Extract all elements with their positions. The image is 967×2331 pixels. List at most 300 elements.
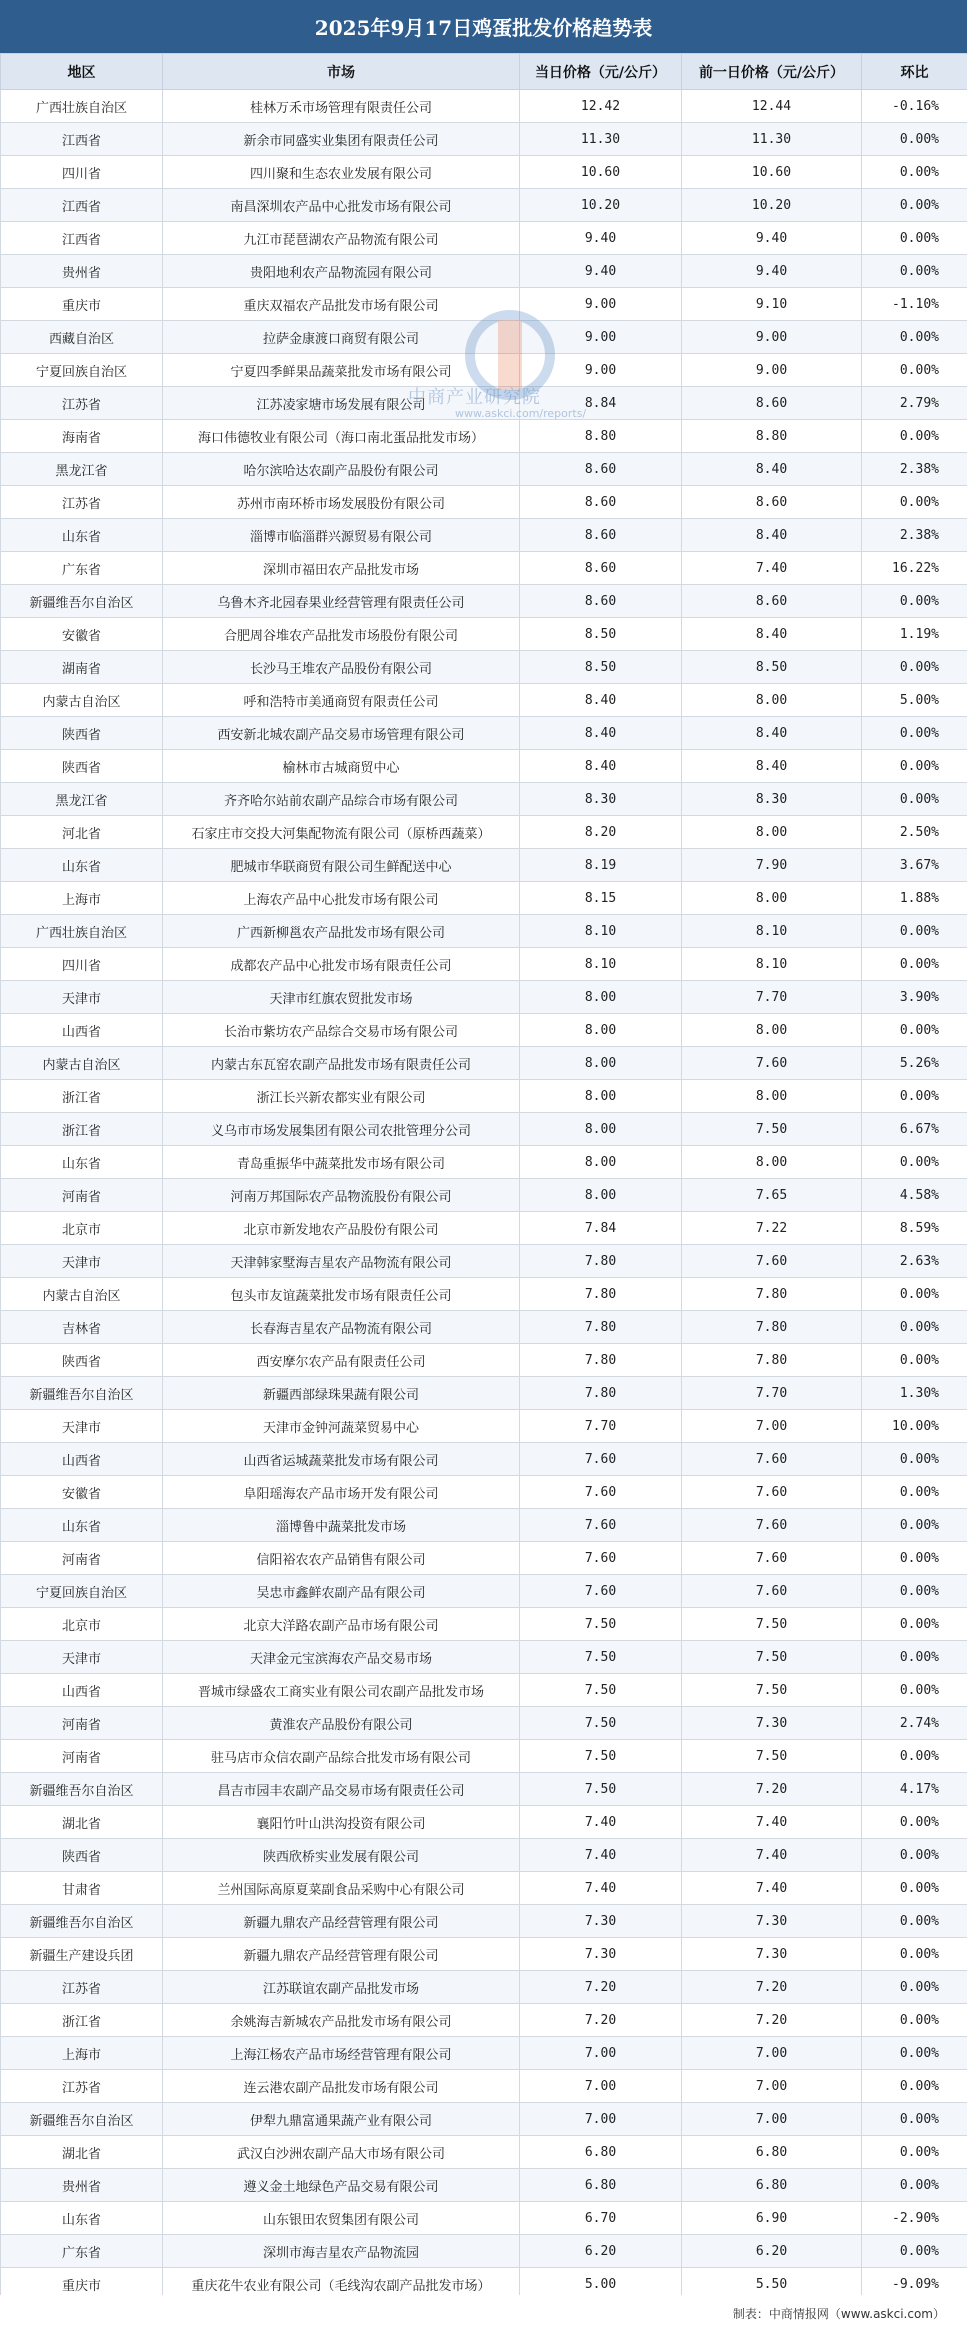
cell-region: 安徽省 [1, 1476, 163, 1509]
cell-change: 0.00% [862, 1971, 967, 2004]
table-row [1, 453, 967, 486]
cell-region: 新疆维吾尔自治区 [1, 585, 163, 618]
cell-today-price: 8.60 [520, 585, 682, 618]
cell-change: 0.00% [862, 1344, 967, 1377]
cell-change: 0.00% [862, 585, 967, 618]
header-row [1, 54, 967, 90]
cell-market: 新疆九鼎农产品经营管理有限公司 [163, 1938, 520, 1971]
cell-region: 北京市 [1, 1608, 163, 1641]
cell-prev-price: 5.50 [682, 2268, 862, 2301]
header-market: 市场 [163, 54, 520, 90]
cell-change: 0.00% [862, 1806, 967, 1839]
cell-prev-price: 7.00 [682, 2070, 862, 2103]
cell-today-price: 7.70 [520, 1410, 682, 1443]
cell-change: 0.00% [862, 783, 967, 816]
cell-change: 2.74% [862, 1707, 967, 1740]
table-row [1, 849, 967, 882]
cell-change: 4.17% [862, 1773, 967, 1806]
cell-market: 淄博市临淄群兴源贸易有限公司 [163, 519, 520, 552]
cell-today-price: 7.50 [520, 1707, 682, 1740]
table-row [1, 1839, 967, 1872]
cell-change: 0.00% [862, 1080, 967, 1113]
cell-today-price: 7.50 [520, 1641, 682, 1674]
header-change: 环比 [862, 54, 967, 90]
cell-change: -0.16% [862, 90, 967, 123]
cell-today-price: 7.00 [520, 2070, 682, 2103]
cell-market: 上海江杨农产品市场经营管理有限公司 [163, 2037, 520, 2070]
table-row [1, 354, 967, 387]
header-prev-price: 前一日价格（元/公斤） [682, 54, 862, 90]
cell-market: 信阳裕农农产品销售有限公司 [163, 1542, 520, 1575]
cell-region: 广西壮族自治区 [1, 915, 163, 948]
cell-market: 北京大洋路农副产品市场有限公司 [163, 1608, 520, 1641]
table-row [1, 1509, 967, 1542]
table-row [1, 783, 967, 816]
cell-region: 贵州省 [1, 2169, 163, 2202]
cell-market: 江苏凌家塘市场发展有限公司 [163, 387, 520, 420]
cell-today-price: 9.40 [520, 255, 682, 288]
cell-region: 黑龙江省 [1, 453, 163, 486]
footer-source: 制表：中商情报网（www.askci.com） [0, 2295, 967, 2331]
cell-today-price: 9.00 [520, 354, 682, 387]
table-row [1, 948, 967, 981]
cell-market: 贵阳地利农产品物流园有限公司 [163, 255, 520, 288]
cell-change: 0.00% [862, 222, 967, 255]
cell-region: 山西省 [1, 1674, 163, 1707]
cell-region: 江苏省 [1, 1971, 163, 2004]
table-row [1, 1245, 967, 1278]
cell-today-price: 7.60 [520, 1575, 682, 1608]
cell-region: 上海市 [1, 2037, 163, 2070]
cell-today-price: 7.84 [520, 1212, 682, 1245]
cell-prev-price: 7.65 [682, 1179, 862, 1212]
cell-change: 0.00% [862, 1839, 967, 1872]
cell-today-price: 6.80 [520, 2169, 682, 2202]
table-row [1, 519, 967, 552]
cell-market: 海口伟德牧业有限公司（海口南北蛋品批发市场） [163, 420, 520, 453]
table-row [1, 585, 967, 618]
cell-prev-price: 7.40 [682, 1839, 862, 1872]
cell-market: 呼和浩特市美通商贸有限责任公司 [163, 684, 520, 717]
cell-market: 兰州国际高原夏菜副食品采购中心有限公司 [163, 1872, 520, 1905]
cell-region: 上海市 [1, 882, 163, 915]
cell-today-price: 7.20 [520, 1971, 682, 2004]
cell-market: 上海农产品中心批发市场有限公司 [163, 882, 520, 915]
cell-market: 哈尔滨哈达农副产品股份有限公司 [163, 453, 520, 486]
cell-region: 陕西省 [1, 1839, 163, 1872]
table-row [1, 1740, 967, 1773]
cell-today-price: 8.00 [520, 1047, 682, 1080]
cell-today-price: 8.19 [520, 849, 682, 882]
cell-change: 1.30% [862, 1377, 967, 1410]
table-row [1, 651, 967, 684]
cell-region: 河南省 [1, 1740, 163, 1773]
table-row [1, 1080, 967, 1113]
cell-prev-price: 7.40 [682, 1872, 862, 1905]
cell-today-price: 8.00 [520, 1146, 682, 1179]
cell-region: 广东省 [1, 552, 163, 585]
cell-prev-price: 7.00 [682, 2037, 862, 2070]
cell-prev-price: 8.10 [682, 915, 862, 948]
cell-prev-price: 7.30 [682, 1938, 862, 1971]
cell-market: 驻马店市众信农副产品综合批发市场有限公司 [163, 1740, 520, 1773]
table-row [1, 2037, 967, 2070]
cell-market: 襄阳竹叶山洪沟投资有限公司 [163, 1806, 520, 1839]
cell-prev-price: 7.00 [682, 2103, 862, 2136]
table-row [1, 1575, 967, 1608]
table-row [1, 2202, 967, 2235]
cell-change: 2.79% [862, 387, 967, 420]
cell-market: 天津市金钟河蔬菜贸易中心 [163, 1410, 520, 1443]
cell-today-price: 8.60 [520, 519, 682, 552]
cell-today-price: 7.50 [520, 1608, 682, 1641]
cell-change: 3.67% [862, 849, 967, 882]
cell-today-price: 7.60 [520, 1476, 682, 1509]
cell-today-price: 6.70 [520, 2202, 682, 2235]
cell-market: 山西省运城蔬菜批发市场有限公司 [163, 1443, 520, 1476]
cell-region: 河南省 [1, 1542, 163, 1575]
table-row [1, 1476, 967, 1509]
table-row [1, 486, 967, 519]
cell-change: 0.00% [862, 2037, 967, 2070]
cell-market: 义乌市市场发展集团有限公司农批管理分公司 [163, 1113, 520, 1146]
cell-market: 齐齐哈尔站前农副产品综合市场有限公司 [163, 783, 520, 816]
cell-region: 浙江省 [1, 1113, 163, 1146]
cell-prev-price: 7.20 [682, 2004, 862, 2037]
table-row [1, 1542, 967, 1575]
table-row [1, 1872, 967, 1905]
cell-today-price: 8.00 [520, 981, 682, 1014]
table-row [1, 1806, 967, 1839]
cell-prev-price: 8.40 [682, 750, 862, 783]
cell-region: 广东省 [1, 2235, 163, 2268]
table-row [1, 1971, 967, 2004]
cell-region: 湖北省 [1, 1806, 163, 1839]
cell-market: 石家庄市交投大河集配物流有限公司（原桥西蔬菜） [163, 816, 520, 849]
cell-region: 河北省 [1, 816, 163, 849]
table-row [1, 2070, 967, 2103]
cell-prev-price: 6.80 [682, 2169, 862, 2202]
cell-market: 重庆花牛农业有限公司（毛线沟农副产品批发市场） [163, 2268, 520, 2301]
cell-region: 山西省 [1, 1443, 163, 1476]
cell-region: 重庆市 [1, 288, 163, 321]
cell-prev-price: 7.80 [682, 1311, 862, 1344]
cell-region: 宁夏回族自治区 [1, 354, 163, 387]
cell-prev-price: 10.60 [682, 156, 862, 189]
cell-region: 江西省 [1, 123, 163, 156]
cell-region: 宁夏回族自治区 [1, 1575, 163, 1608]
table-row [1, 1608, 967, 1641]
table-title: 2025年9月17日鸡蛋批发价格趋势表 [0, 0, 967, 53]
cell-prev-price: 8.00 [682, 684, 862, 717]
table-row [1, 321, 967, 354]
cell-today-price: 7.20 [520, 2004, 682, 2037]
header-today-price: 当日价格（元/公斤） [520, 54, 682, 90]
cell-today-price: 8.60 [520, 486, 682, 519]
cell-change: 0.00% [862, 1608, 967, 1641]
table-body [1, 90, 967, 2301]
cell-prev-price: 7.90 [682, 849, 862, 882]
cell-change: 1.19% [862, 618, 967, 651]
cell-today-price: 7.00 [520, 2103, 682, 2136]
cell-market: 黄淮农产品股份有限公司 [163, 1707, 520, 1740]
cell-change: 0.00% [862, 255, 967, 288]
cell-today-price: 8.40 [520, 684, 682, 717]
cell-prev-price: 8.50 [682, 651, 862, 684]
cell-change: 0.00% [862, 1311, 967, 1344]
cell-region: 新疆维吾尔自治区 [1, 2103, 163, 2136]
cell-today-price: 7.60 [520, 1509, 682, 1542]
cell-market: 苏州市南环桥市场发展股份有限公司 [163, 486, 520, 519]
cell-change: 0.00% [862, 1872, 967, 1905]
cell-region: 甘肃省 [1, 1872, 163, 1905]
table-row [1, 189, 967, 222]
cell-prev-price: 6.90 [682, 2202, 862, 2235]
cell-prev-price: 7.22 [682, 1212, 862, 1245]
cell-region: 山东省 [1, 2202, 163, 2235]
cell-prev-price: 7.50 [682, 1608, 862, 1641]
cell-today-price: 8.10 [520, 948, 682, 981]
table-row [1, 1212, 967, 1245]
cell-prev-price: 9.40 [682, 255, 862, 288]
cell-change: 0.00% [862, 717, 967, 750]
cell-market: 长沙马王堆农产品股份有限公司 [163, 651, 520, 684]
cell-change: 0.00% [862, 2103, 967, 2136]
cell-market: 浙江长兴新农都实业有限公司 [163, 1080, 520, 1113]
cell-change: 10.00% [862, 1410, 967, 1443]
cell-change: -9.09% [862, 2268, 967, 2301]
cell-change: 0.00% [862, 420, 967, 453]
cell-change: 0.00% [862, 1278, 967, 1311]
table-row [1, 1443, 967, 1476]
cell-prev-price: 8.10 [682, 948, 862, 981]
cell-today-price: 8.80 [520, 420, 682, 453]
cell-market: 吴忠市鑫鲜农副产品有限公司 [163, 1575, 520, 1608]
cell-market: 天津市红旗农贸批发市场 [163, 981, 520, 1014]
cell-prev-price: 8.00 [682, 1146, 862, 1179]
cell-change: 1.88% [862, 882, 967, 915]
cell-prev-price: 7.80 [682, 1344, 862, 1377]
cell-change: 0.00% [862, 1575, 967, 1608]
cell-market: 余姚海吉新城农产品批发市场有限公司 [163, 2004, 520, 2037]
cell-prev-price: 7.50 [682, 1740, 862, 1773]
cell-market: 广西新柳邕农产品批发市场有限公司 [163, 915, 520, 948]
cell-region: 湖南省 [1, 651, 163, 684]
cell-change: 0.00% [862, 1641, 967, 1674]
cell-prev-price: 8.40 [682, 717, 862, 750]
table-row [1, 288, 967, 321]
cell-region: 江苏省 [1, 2070, 163, 2103]
cell-change: 0.00% [862, 1740, 967, 1773]
table-row [1, 2004, 967, 2037]
cell-today-price: 8.00 [520, 1179, 682, 1212]
cell-market: 山东银田农贸集团有限公司 [163, 2202, 520, 2235]
cell-change: 0.00% [862, 1905, 967, 1938]
table-row [1, 2169, 967, 2202]
cell-today-price: 7.80 [520, 1278, 682, 1311]
cell-region: 重庆市 [1, 2268, 163, 2301]
cell-prev-price: 8.00 [682, 816, 862, 849]
cell-region: 浙江省 [1, 1080, 163, 1113]
cell-prev-price: 7.60 [682, 1542, 862, 1575]
cell-region: 广西壮族自治区 [1, 90, 163, 123]
cell-prev-price: 8.00 [682, 1014, 862, 1047]
cell-region: 新疆维吾尔自治区 [1, 1773, 163, 1806]
cell-prev-price: 7.20 [682, 1773, 862, 1806]
cell-today-price: 7.30 [520, 1905, 682, 1938]
cell-prev-price: 9.00 [682, 321, 862, 354]
table-row [1, 2103, 967, 2136]
cell-prev-price: 7.70 [682, 981, 862, 1014]
watermark-url: www.askci.com/reports/ [455, 407, 587, 420]
table-row [1, 1014, 967, 1047]
cell-prev-price: 8.80 [682, 420, 862, 453]
cell-market: 桂林万禾市场管理有限责任公司 [163, 90, 520, 123]
header-region: 地区 [1, 54, 163, 90]
table-row [1, 552, 967, 585]
cell-prev-price: 7.00 [682, 1410, 862, 1443]
cell-region: 浙江省 [1, 2004, 163, 2037]
cell-market: 遵义金土地绿色产品交易有限公司 [163, 2169, 520, 2202]
table-row [1, 1377, 967, 1410]
cell-region: 山西省 [1, 1014, 163, 1047]
cell-change: 0.00% [862, 2235, 967, 2268]
cell-prev-price: 8.00 [682, 882, 862, 915]
cell-region: 安徽省 [1, 618, 163, 651]
table-row [1, 1146, 967, 1179]
cell-region: 江西省 [1, 222, 163, 255]
cell-market: 阜阳瑶海农产品市场开发有限公司 [163, 1476, 520, 1509]
cell-market: 北京市新发地农产品股份有限公司 [163, 1212, 520, 1245]
cell-region: 江苏省 [1, 486, 163, 519]
cell-prev-price: 7.40 [682, 1806, 862, 1839]
cell-change: 0.00% [862, 354, 967, 387]
cell-change: 3.90% [862, 981, 967, 1014]
cell-market: 四川聚和生态农业发展有限公司 [163, 156, 520, 189]
cell-prev-price: 7.70 [682, 1377, 862, 1410]
cell-market: 榆林市古城商贸中心 [163, 750, 520, 783]
cell-today-price: 7.40 [520, 1839, 682, 1872]
cell-market: 昌吉市园丰农副产品交易市场有限责任公司 [163, 1773, 520, 1806]
cell-market: 长治市紫坊农产品综合交易市场有限公司 [163, 1014, 520, 1047]
cell-today-price: 10.20 [520, 189, 682, 222]
table-row [1, 1179, 967, 1212]
cell-change: 0.00% [862, 915, 967, 948]
cell-prev-price: 8.60 [682, 387, 862, 420]
cell-market: 南昌深圳农产品中心批发市场有限公司 [163, 189, 520, 222]
cell-today-price: 8.30 [520, 783, 682, 816]
table-row [1, 618, 967, 651]
cell-market: 晋城市绿盛农工商实业有限公司农副产品批发市场 [163, 1674, 520, 1707]
cell-region: 北京市 [1, 1212, 163, 1245]
cell-prev-price: 7.50 [682, 1113, 862, 1146]
cell-prev-price: 8.60 [682, 486, 862, 519]
cell-region: 海南省 [1, 420, 163, 453]
cell-region: 山东省 [1, 849, 163, 882]
table-row [1, 1344, 967, 1377]
cell-today-price: 7.50 [520, 1773, 682, 1806]
cell-market: 新疆西部绿珠果蔬有限公司 [163, 1377, 520, 1410]
cell-region: 天津市 [1, 981, 163, 1014]
cell-today-price: 7.30 [520, 1938, 682, 1971]
cell-change: -2.90% [862, 2202, 967, 2235]
cell-region: 陕西省 [1, 1344, 163, 1377]
table-row [1, 255, 967, 288]
cell-market: 西安新北城农副产品交易市场管理有限公司 [163, 717, 520, 750]
cell-today-price: 8.40 [520, 717, 682, 750]
cell-change: 0.00% [862, 486, 967, 519]
cell-market: 江苏联谊农副产品批发市场 [163, 1971, 520, 2004]
cell-prev-price: 8.60 [682, 585, 862, 618]
cell-change: 0.00% [862, 1014, 967, 1047]
table-row [1, 816, 967, 849]
table-row [1, 882, 967, 915]
table-row [1, 684, 967, 717]
cell-market: 天津韩家墅海吉星农产品物流有限公司 [163, 1245, 520, 1278]
cell-today-price: 7.60 [520, 1443, 682, 1476]
cell-prev-price: 7.30 [682, 1707, 862, 1740]
cell-region: 吉林省 [1, 1311, 163, 1344]
cell-region: 河南省 [1, 1707, 163, 1740]
cell-market: 深圳市海吉星农产品物流园 [163, 2235, 520, 2268]
cell-prev-price: 8.40 [682, 453, 862, 486]
cell-today-price: 7.00 [520, 2037, 682, 2070]
cell-today-price: 7.80 [520, 1344, 682, 1377]
cell-prev-price: 8.30 [682, 783, 862, 816]
cell-change: 0.00% [862, 2070, 967, 2103]
cell-change: 5.00% [862, 684, 967, 717]
cell-region: 江苏省 [1, 387, 163, 420]
cell-today-price: 7.50 [520, 1674, 682, 1707]
table-row [1, 1410, 967, 1443]
cell-prev-price: 10.20 [682, 189, 862, 222]
cell-today-price: 8.15 [520, 882, 682, 915]
table-row [1, 1674, 967, 1707]
cell-today-price: 7.40 [520, 1806, 682, 1839]
cell-today-price: 7.80 [520, 1311, 682, 1344]
cell-prev-price: 7.60 [682, 1047, 862, 1080]
cell-today-price: 7.60 [520, 1542, 682, 1575]
table-row [1, 1047, 967, 1080]
cell-market: 内蒙古东瓦窑农副产品批发市场有限责任公司 [163, 1047, 520, 1080]
table-row [1, 156, 967, 189]
cell-market: 包头市友谊蔬菜批发市场有限责任公司 [163, 1278, 520, 1311]
table-row [1, 90, 967, 123]
cell-today-price: 8.00 [520, 1080, 682, 1113]
cell-prev-price: 7.50 [682, 1641, 862, 1674]
cell-today-price: 8.20 [520, 816, 682, 849]
cell-region: 山东省 [1, 1146, 163, 1179]
cell-prev-price: 9.40 [682, 222, 862, 255]
cell-change: 0.00% [862, 1476, 967, 1509]
table-row [1, 2136, 967, 2169]
cell-change: 0.00% [862, 156, 967, 189]
table-row [1, 1938, 967, 1971]
cell-change: 0.00% [862, 1146, 967, 1179]
table-row [1, 1707, 967, 1740]
table-row [1, 915, 967, 948]
cell-today-price: 8.10 [520, 915, 682, 948]
table-row [1, 1905, 967, 1938]
table-row [1, 750, 967, 783]
table-row [1, 123, 967, 156]
cell-region: 江西省 [1, 189, 163, 222]
cell-change: 6.67% [862, 1113, 967, 1146]
cell-market: 伊犁九鼎富通果蔬产业有限公司 [163, 2103, 520, 2136]
cell-region: 内蒙古自治区 [1, 1278, 163, 1311]
cell-change: 0.00% [862, 2169, 967, 2202]
cell-change: 16.22% [862, 552, 967, 585]
